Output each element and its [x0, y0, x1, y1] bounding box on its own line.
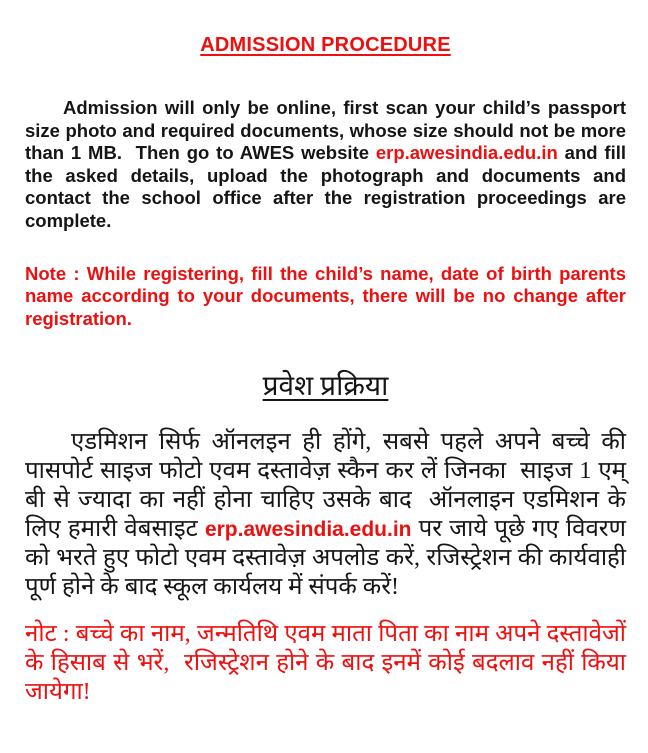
- hindi-paragraph-text-after: पर जाये पूछे गए विवरण को भरते हुए फोटो एवम दस्तावेज़ अपलोड करें, रजिस्ट्रेशन की कार्यवाही पूर्ण होने के बाद स्कूल कार्यलय में संपर्क करें!: [25, 516, 632, 601]
- hindi-paragraph-text-before: एडमिशन सिर्फ ऑनलइन ही होंगे, सबसे पहले अपने बच्चे की पासपोर्ट साइज फोटो एवम दस्तावेज़ स्कैन कर लें जिनका साइज 1 एम् बी से ज्यादा का नहीं होना चाहिए उसके बाद ऑनलाइन एडमिशन के लिए हमारी वेबसाइट: [25, 429, 632, 543]
- english-paragraph-text-after: and fill the asked details, upload the photograph and documents and contact the school office after the registration proceedings are complete.: [25, 142, 632, 231]
- english-paragraph: [25, 97, 632, 233]
- hindi-heading: प्रवेश प्रक्रिया: [262, 371, 389, 403]
- awes-website-url: erp.awesindia.edu.in: [375, 142, 558, 164]
- document-title: ADMISSION PROCEDURE: [200, 34, 451, 56]
- english-paragraph-text-before: Admission will only be online, first scan your child’s passport size photo and required documents, whose size should not be more than 1 MB. Then go to AWES website: [25, 97, 632, 164]
- hindi-note: नोट : बच्चे का नाम, जन्मतिथि एवम माता पिता का नाम अपने दस्तावेजों के हिसाब से भरें, रजिस्ट्रेशन होने के बाद इनमें कोई बदलाव नहीं किया जायेगा!: [25, 621, 632, 706]
- hindi-paragraph: [25, 428, 632, 602]
- awes-website-url-hindi: erp.awesindia.edu.in: [204, 518, 412, 542]
- english-note: Note : While registering, fill the child’s name, date of birth parents name according to your documents, there will be no change after registration.: [25, 262, 632, 329]
